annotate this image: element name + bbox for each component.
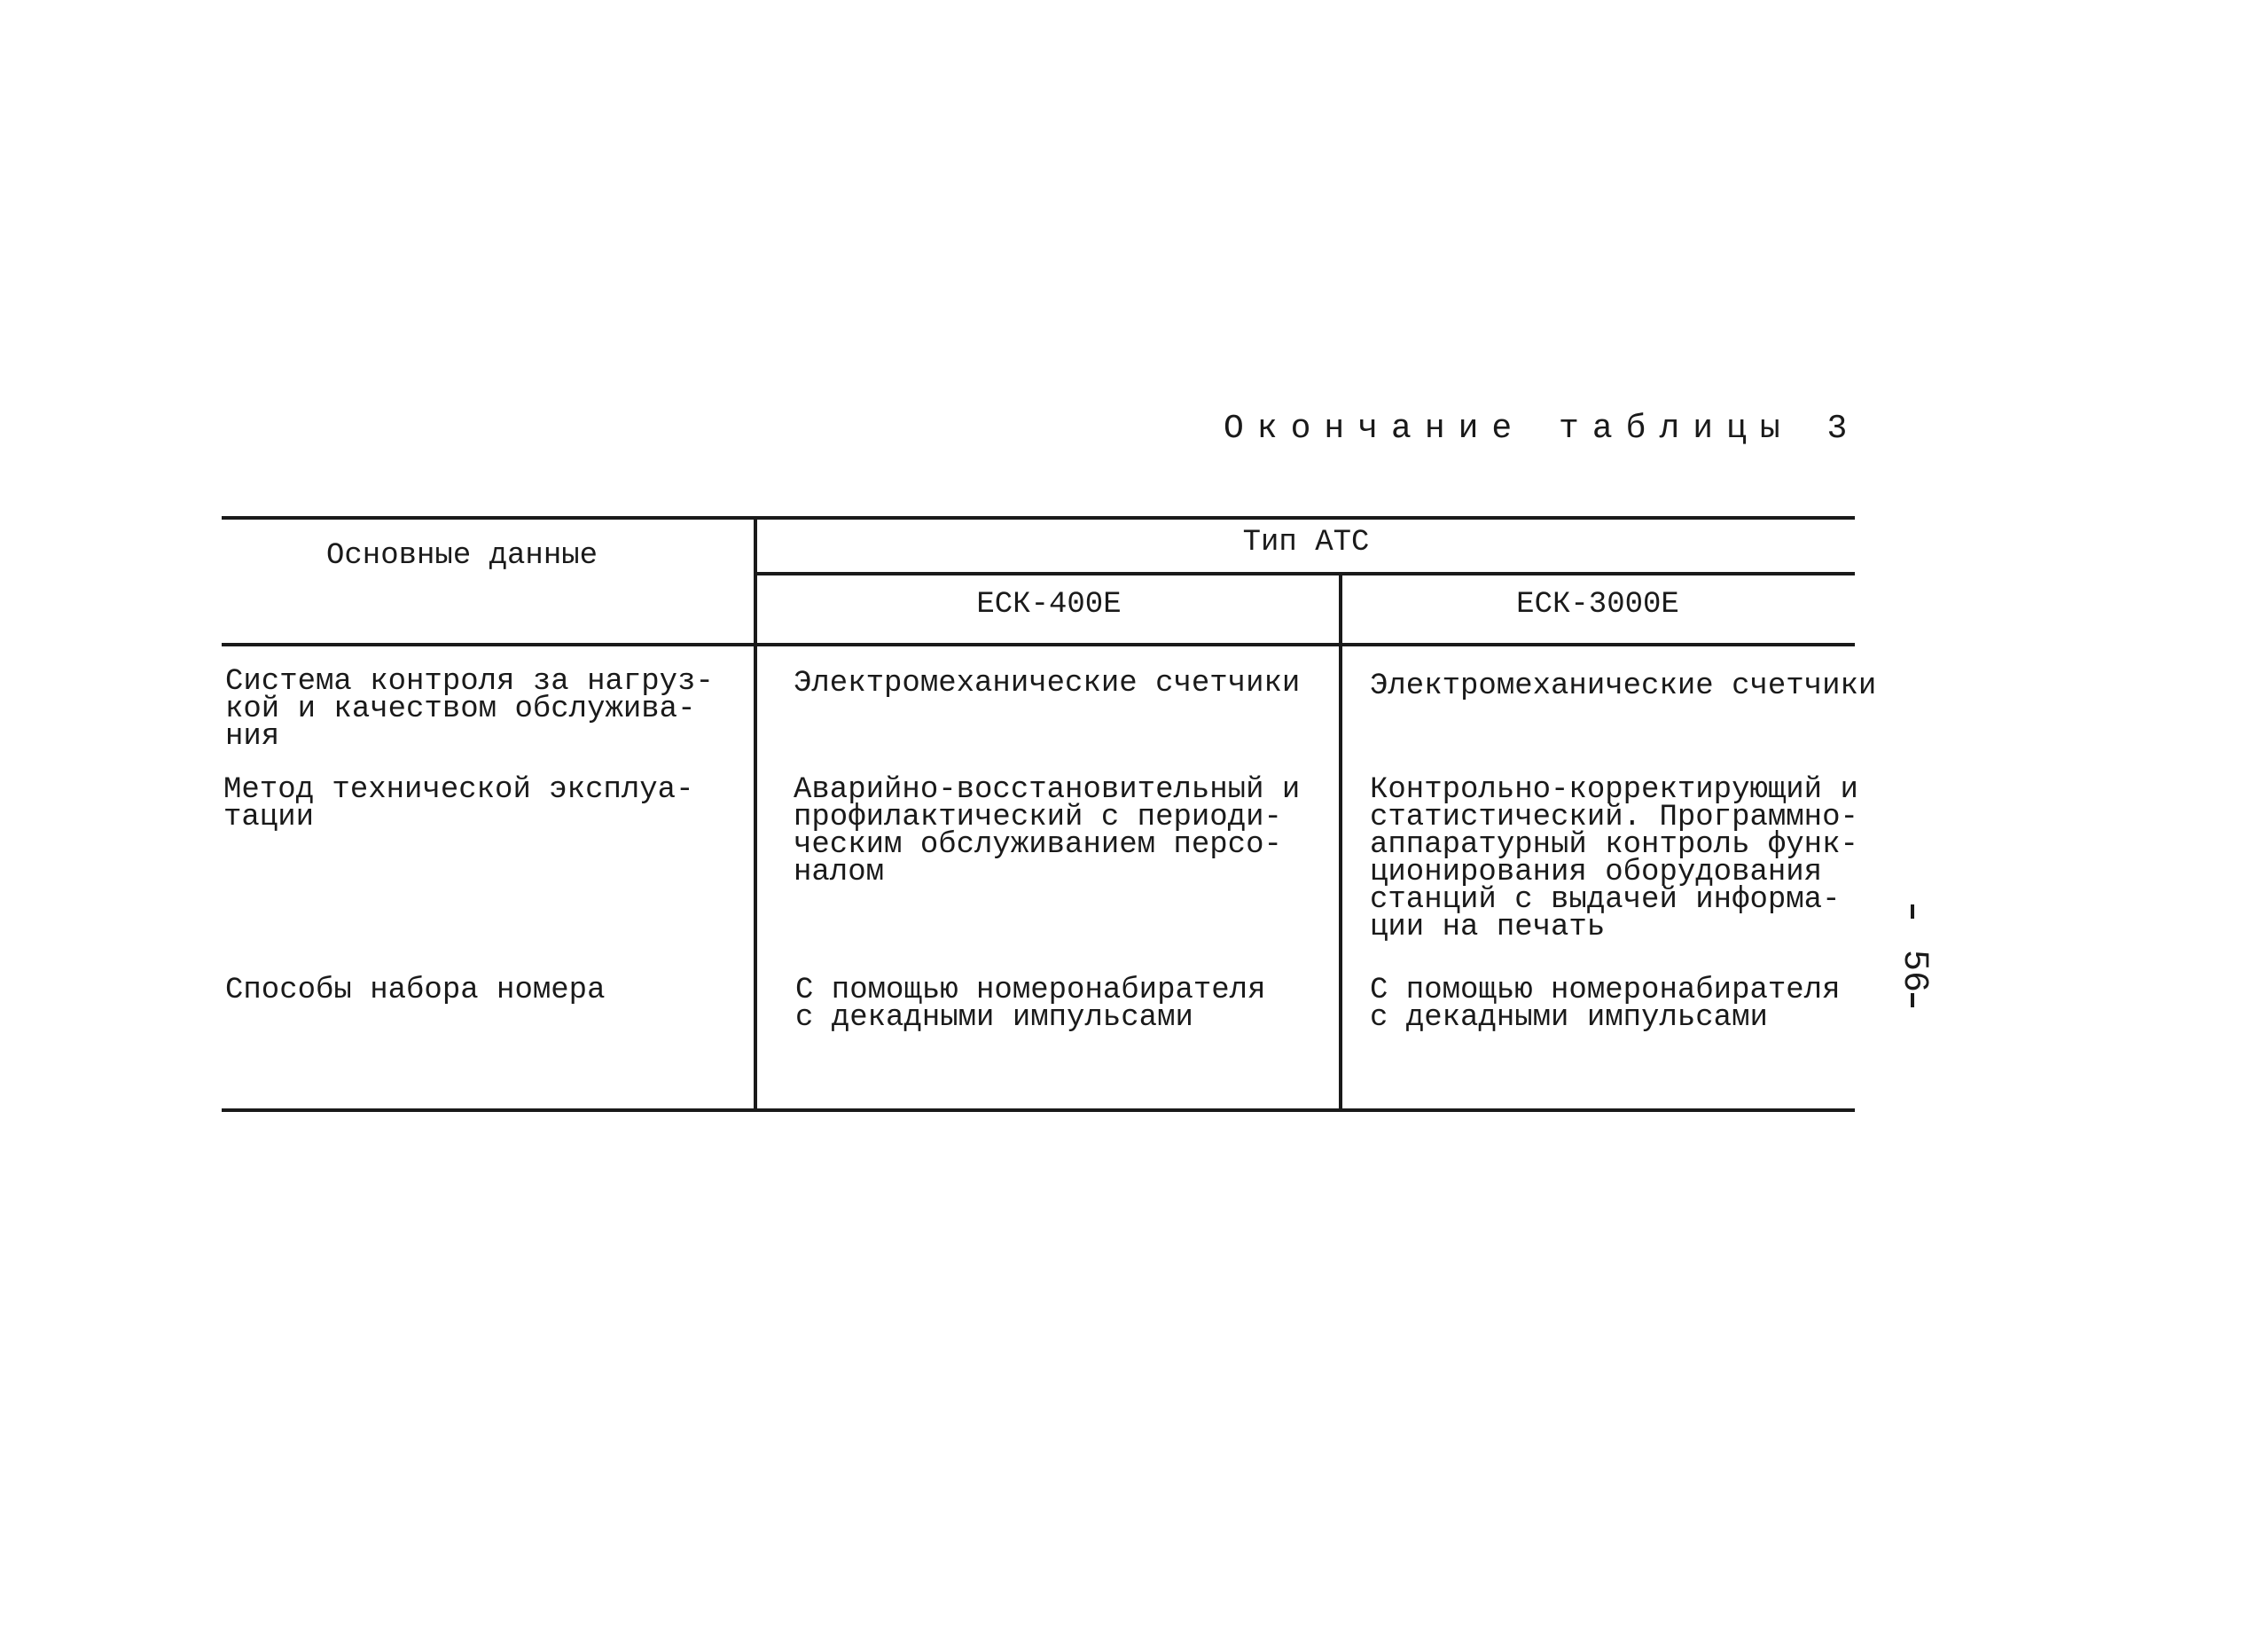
row-3-esk400e-value: С помощью номеронабирателя с декадными импульсами	[795, 974, 1266, 1035]
column-divider-1	[754, 516, 757, 1112]
header-column-esk3000e: ЕСК-3000Е	[1516, 588, 1679, 622]
page-number: 56	[1894, 949, 1934, 992]
header-bottom-rule	[222, 643, 1855, 646]
group-header-rule	[755, 572, 1855, 575]
page-number-dash-top	[1911, 904, 1914, 919]
page-number-dash-bottom	[1911, 993, 1914, 1007]
header-column-esk400e: ЕСК-400Е	[976, 588, 1122, 622]
row-3-label: Способы набора номера	[225, 974, 606, 1007]
row-3-esk3000e-value: С помощью номеронабирателя с декадными импульсами	[1370, 974, 1841, 1035]
header-exchange-type: Тип АТС	[1242, 526, 1370, 560]
table-top-rule	[222, 516, 1855, 520]
table-caption: Окончание таблицы 3	[1224, 410, 1861, 448]
row-1-label: Система контроля за нагруз- кой и качеством обслужива- ния	[225, 665, 714, 754]
row-1-esk400e-value: Электромеханические счетчики	[794, 667, 1301, 701]
row-2-esk400e-value: Аварийно-восстановительный и профилактический с периоди- ческим обслуживанием персо- налом	[794, 773, 1301, 889]
header-main-data: Основные данные	[326, 539, 598, 573]
table-bottom-rule	[222, 1108, 1855, 1112]
row-2-esk3000e-value: Контрольно-корректирующий и статистический. Программно- аппаратурный контроль функ- ционирования оборудования станций с выдачей информа- ции на печать	[1370, 773, 1858, 944]
column-divider-2	[1339, 574, 1342, 1112]
row-1-esk3000e-value: Электромеханические счетчики	[1370, 669, 1877, 703]
row-2-label: Метод технической эксплуа- тации	[223, 773, 694, 834]
